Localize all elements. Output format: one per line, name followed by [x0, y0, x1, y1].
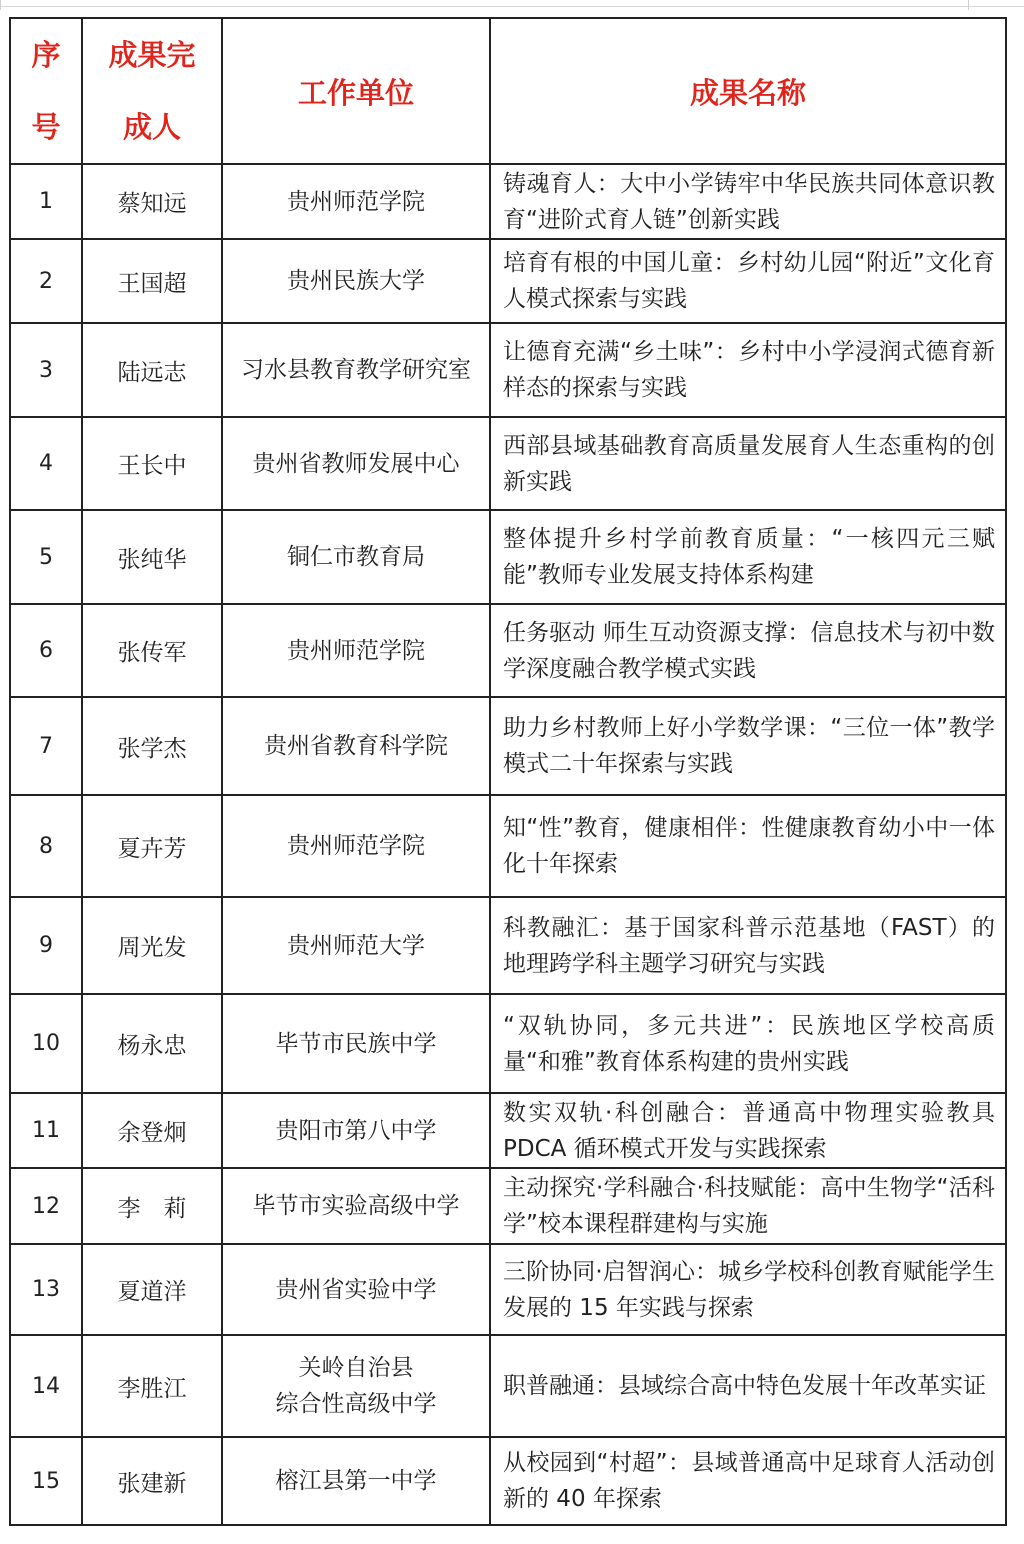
- title-cell: 培育有根的中国儿童：乡村幼儿园“附近”文化育人模式探索与实践: [490, 239, 1006, 323]
- title-cell: 让德育充满“乡土味”：乡村中小学浸润式德育新样态的探索与实践: [490, 323, 1006, 417]
- seq-cell: 10: [10, 994, 82, 1093]
- page-corner-mark-left: [0, 0, 1, 10]
- table-row: [10, 323, 1006, 417]
- person-cell: 王长中: [82, 417, 222, 510]
- person-cell: 王国超: [82, 239, 222, 323]
- title-cell: 助力乡村教师上好小学数学课：“三位一体”教学模式二十年探索与实践: [490, 697, 1006, 795]
- title-cell: 西部县域基础教育高质量发展育人生态重构的创新实践: [490, 417, 1006, 510]
- seq-cell: 5: [10, 510, 82, 604]
- header-unit: 工作单位: [222, 18, 490, 164]
- title-cell: 从校园到“村超”：县域普通高中足球育人活动创新的 40 年探索: [490, 1437, 1006, 1525]
- person-cell: 李胜江: [82, 1335, 222, 1437]
- person-cell: 周光发: [82, 897, 222, 994]
- title-cell: 职普融通：县域综合高中特色发展十年改革实证: [490, 1335, 1006, 1437]
- person-cell: 张纯华: [82, 510, 222, 604]
- title-cell: 任务驱动 师生互动资源支撑：信息技术与初中数学深度融合教学模式实践: [490, 604, 1006, 697]
- seq-cell: 14: [10, 1335, 82, 1437]
- unit-cell: 榕江县第一中学: [222, 1437, 490, 1525]
- person-cell: 李 莉: [82, 1168, 222, 1244]
- unit-cell: 贵州师范学院: [222, 795, 490, 897]
- seq-cell: 7: [10, 697, 82, 795]
- seq-cell: 13: [10, 1244, 82, 1335]
- table-row: [10, 697, 1006, 795]
- table-body: [10, 164, 1006, 1525]
- table-row: [10, 164, 1006, 239]
- person-cell: 夏道洋: [82, 1244, 222, 1335]
- unit-cell: 铜仁市教育局: [222, 510, 490, 604]
- seq-cell: 1: [10, 164, 82, 239]
- seq-cell: 2: [10, 239, 82, 323]
- unit-cell: 贵州省教育科学院: [222, 697, 490, 795]
- header-title: 成果名称: [490, 18, 1006, 164]
- table-row: [10, 897, 1006, 994]
- table-row: [10, 1168, 1006, 1244]
- seq-cell: 8: [10, 795, 82, 897]
- seq-cell: 6: [10, 604, 82, 697]
- unit-cell: 习水县教育教学研究室: [222, 323, 490, 417]
- title-cell: 整体提升乡村学前教育质量：“一核四元三赋能”教师专业发展支持体系构建: [490, 510, 1006, 604]
- unit-cell: 贵阳市第八中学: [222, 1093, 490, 1168]
- table-row: [10, 604, 1006, 697]
- unit-cell: 贵州师范学院: [222, 604, 490, 697]
- page-corner-mark-right: [968, 0, 969, 10]
- unit-cell: 贵州师范大学: [222, 897, 490, 994]
- table-row: [10, 1093, 1006, 1168]
- title-cell: 知“性”教育，健康相伴：性健康教育幼小中一体化十年探索: [490, 795, 1006, 897]
- seq-cell: 12: [10, 1168, 82, 1244]
- title-cell: 铸魂育人：大中小学铸牢中华民族共同体意识教育“进阶式育人链”创新实践: [490, 164, 1006, 239]
- seq-cell: 3: [10, 323, 82, 417]
- person-cell: 夏卉芳: [82, 795, 222, 897]
- person-cell: 张传军: [82, 604, 222, 697]
- seq-cell: 9: [10, 897, 82, 994]
- table-row: [10, 417, 1006, 510]
- table-row: [10, 510, 1006, 604]
- person-cell: 余登炯: [82, 1093, 222, 1168]
- person-cell: 杨永忠: [82, 994, 222, 1093]
- header-seq: 序号: [10, 18, 82, 164]
- table-row: [10, 1335, 1006, 1437]
- table-row: [10, 994, 1006, 1093]
- table-row: [10, 239, 1006, 323]
- unit-cell: 贵州省实验中学: [222, 1244, 490, 1335]
- title-cell: 数实双轨·科创融合：普通高中物理实验教具 PDCA 循环模式开发与实践探索: [490, 1093, 1006, 1168]
- person-cell: 张学杰: [82, 697, 222, 795]
- person-cell: 蔡知远: [82, 164, 222, 239]
- unit-cell: 毕节市民族中学: [222, 994, 490, 1093]
- title-cell: “双轨协同，多元共进”：民族地区学校高质量“和雅”教育体系构建的贵州实践: [490, 994, 1006, 1093]
- seq-cell: 15: [10, 1437, 82, 1525]
- table-row: [10, 1437, 1006, 1525]
- table-row: [10, 795, 1006, 897]
- results-table: [9, 17, 1007, 1526]
- table-row: [10, 1244, 1006, 1335]
- header-person: 成果完成人: [82, 18, 222, 164]
- page-top-rule: [0, 6, 1024, 7]
- person-cell: 陆远志: [82, 323, 222, 417]
- title-cell: 三阶协同·启智润心：城乡学校科创教育赋能学生发展的 15 年实践与探索: [490, 1244, 1006, 1335]
- unit-cell: 毕节市实验高级中学: [222, 1168, 490, 1244]
- unit-cell: 贵州省教师发展中心: [222, 417, 490, 510]
- title-cell: 科教融汇：基于国家科普示范基地（FAST）的地理跨学科主题学习研究与实践: [490, 897, 1006, 994]
- seq-cell: 4: [10, 417, 82, 510]
- table-header-row: [10, 18, 1006, 164]
- unit-cell: 关岭自治县 综合性高级中学: [222, 1335, 490, 1437]
- title-cell: 主动探究·学科融合·科技赋能：高中生物学“活科学”校本课程群建构与实施: [490, 1168, 1006, 1244]
- person-cell: 张建新: [82, 1437, 222, 1525]
- unit-cell: 贵州师范学院: [222, 164, 490, 239]
- unit-cell: 贵州民族大学: [222, 239, 490, 323]
- seq-cell: 11: [10, 1093, 82, 1168]
